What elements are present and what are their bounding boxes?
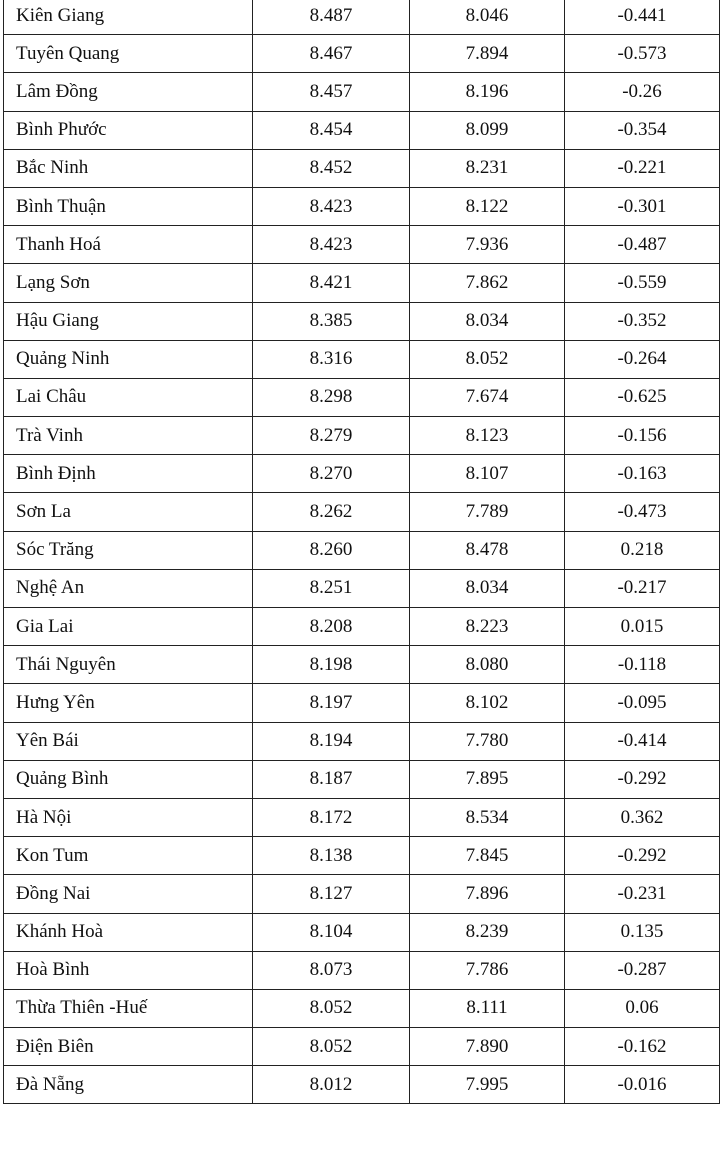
score-2-cell: 7.780	[410, 722, 565, 760]
score-1-cell: 8.457	[253, 73, 410, 111]
table-row	[4, 340, 720, 378]
difference-cell: -0.292	[565, 760, 720, 798]
table-row	[4, 493, 720, 531]
score-2-cell: 7.896	[410, 875, 565, 913]
province-cell: Kon Tum	[4, 837, 253, 875]
table-row	[4, 837, 720, 875]
difference-cell: -0.301	[565, 187, 720, 225]
score-2-cell: 7.674	[410, 378, 565, 416]
score-2-cell: 7.862	[410, 264, 565, 302]
table-row	[4, 722, 720, 760]
difference-cell: -0.163	[565, 455, 720, 493]
table-row	[4, 187, 720, 225]
score-2-cell: 8.107	[410, 455, 565, 493]
province-cell: Hậu Giang	[4, 302, 253, 340]
difference-cell: -0.292	[565, 837, 720, 875]
score-2-cell: 8.196	[410, 73, 565, 111]
difference-cell: 0.015	[565, 608, 720, 646]
difference-cell: -0.095	[565, 684, 720, 722]
province-cell: Thanh Hoá	[4, 226, 253, 264]
province-cell: Hà Nội	[4, 798, 253, 836]
difference-cell: -0.573	[565, 35, 720, 73]
difference-cell: 0.06	[565, 989, 720, 1027]
table-row	[4, 951, 720, 989]
province-cell: Bình Định	[4, 455, 253, 493]
province-cell: Tuyên Quang	[4, 35, 253, 73]
difference-cell: -0.559	[565, 264, 720, 302]
province-cell: Quảng Ninh	[4, 340, 253, 378]
score-2-cell: 7.894	[410, 35, 565, 73]
score-2-cell: 7.895	[410, 760, 565, 798]
table-row	[4, 798, 720, 836]
difference-cell: 0.135	[565, 913, 720, 951]
score-1-cell: 8.260	[253, 531, 410, 569]
difference-cell: -0.221	[565, 149, 720, 187]
province-cell: Bình Phước	[4, 111, 253, 149]
table-row	[4, 646, 720, 684]
table-row	[4, 684, 720, 722]
province-cell: Bắc Ninh	[4, 149, 253, 187]
province-cell: Lạng Sơn	[4, 264, 253, 302]
score-1-cell: 8.452	[253, 149, 410, 187]
score-1-cell: 8.423	[253, 226, 410, 264]
province-cell: Bình Thuận	[4, 187, 253, 225]
province-cell: Đà Nẵng	[4, 1066, 253, 1104]
score-1-cell: 8.421	[253, 264, 410, 302]
province-cell: Thái Nguyên	[4, 646, 253, 684]
table-row	[4, 149, 720, 187]
score-1-cell: 8.423	[253, 187, 410, 225]
score-1-cell: 8.052	[253, 1028, 410, 1066]
table-row	[4, 417, 720, 455]
score-1-cell: 8.467	[253, 35, 410, 73]
score-2-cell: 8.080	[410, 646, 565, 684]
province-cell: Khánh Hoà	[4, 913, 253, 951]
difference-cell: -0.264	[565, 340, 720, 378]
difference-cell: -0.487	[565, 226, 720, 264]
difference-cell: -0.217	[565, 569, 720, 607]
score-1-cell: 8.316	[253, 340, 410, 378]
province-cell: Kiên Giang	[4, 0, 253, 35]
score-1-cell: 8.454	[253, 111, 410, 149]
score-1-cell: 8.073	[253, 951, 410, 989]
difference-cell: -0.354	[565, 111, 720, 149]
province-cell: Lâm Đồng	[4, 73, 253, 111]
table-row	[4, 989, 720, 1027]
score-2-cell: 7.789	[410, 493, 565, 531]
score-2-cell: 8.478	[410, 531, 565, 569]
score-2-cell: 8.052	[410, 340, 565, 378]
score-2-cell: 8.223	[410, 608, 565, 646]
province-cell: Yên Bái	[4, 722, 253, 760]
province-cell: Quảng Bình	[4, 760, 253, 798]
province-cell: Lai Châu	[4, 378, 253, 416]
score-1-cell: 8.104	[253, 913, 410, 951]
difference-cell: -0.473	[565, 493, 720, 531]
table-row	[4, 760, 720, 798]
difference-cell: -0.625	[565, 378, 720, 416]
difference-cell: -0.287	[565, 951, 720, 989]
table-row	[4, 913, 720, 951]
table-row	[4, 608, 720, 646]
score-1-cell: 8.208	[253, 608, 410, 646]
table-row	[4, 73, 720, 111]
score-2-cell: 7.786	[410, 951, 565, 989]
score-2-cell: 8.122	[410, 187, 565, 225]
score-1-cell: 8.127	[253, 875, 410, 913]
difference-cell: -0.414	[565, 722, 720, 760]
score-1-cell: 8.270	[253, 455, 410, 493]
province-cell: Sóc Trăng	[4, 531, 253, 569]
difference-cell: -0.231	[565, 875, 720, 913]
score-2-cell: 8.102	[410, 684, 565, 722]
score-1-cell: 8.198	[253, 646, 410, 684]
table-row	[4, 35, 720, 73]
province-cell: Thừa Thiên -Huế	[4, 989, 253, 1027]
province-cell: Gia Lai	[4, 608, 253, 646]
difference-cell: -0.162	[565, 1028, 720, 1066]
difference-cell: -0.441	[565, 0, 720, 35]
table-body	[4, 0, 720, 1104]
score-1-cell: 8.172	[253, 798, 410, 836]
score-1-cell: 8.138	[253, 837, 410, 875]
score-2-cell: 8.123	[410, 417, 565, 455]
score-1-cell: 8.298	[253, 378, 410, 416]
difference-cell: -0.118	[565, 646, 720, 684]
table-row	[4, 455, 720, 493]
score-1-cell: 8.385	[253, 302, 410, 340]
difference-cell: 0.362	[565, 798, 720, 836]
table-row	[4, 531, 720, 569]
score-2-cell: 7.845	[410, 837, 565, 875]
score-2-cell: 8.034	[410, 569, 565, 607]
score-2-cell: 7.995	[410, 1066, 565, 1104]
score-1-cell: 8.187	[253, 760, 410, 798]
score-2-cell: 8.099	[410, 111, 565, 149]
score-1-cell: 8.197	[253, 684, 410, 722]
score-2-cell: 8.239	[410, 913, 565, 951]
table-row	[4, 875, 720, 913]
difference-cell: -0.016	[565, 1066, 720, 1104]
province-cell: Sơn La	[4, 493, 253, 531]
score-1-cell: 8.012	[253, 1066, 410, 1104]
score-2-cell: 8.034	[410, 302, 565, 340]
table-row	[4, 1066, 720, 1104]
table-row	[4, 569, 720, 607]
score-1-cell: 8.487	[253, 0, 410, 35]
difference-cell: -0.156	[565, 417, 720, 455]
table-row	[4, 378, 720, 416]
province-cell: Hoà Bình	[4, 951, 253, 989]
difference-cell: -0.352	[565, 302, 720, 340]
score-2-cell: 8.231	[410, 149, 565, 187]
province-cell: Trà Vinh	[4, 417, 253, 455]
data-table-container	[3, 0, 719, 1104]
province-cell: Nghệ An	[4, 569, 253, 607]
province-score-table	[3, 0, 720, 1104]
province-cell: Đồng Nai	[4, 875, 253, 913]
score-2-cell: 8.111	[410, 989, 565, 1027]
difference-cell: 0.218	[565, 531, 720, 569]
score-2-cell: 7.936	[410, 226, 565, 264]
province-cell: Hưng Yên	[4, 684, 253, 722]
table-row	[4, 226, 720, 264]
score-1-cell: 8.262	[253, 493, 410, 531]
score-2-cell: 8.046	[410, 0, 565, 35]
table-row	[4, 0, 720, 35]
table-row	[4, 1028, 720, 1066]
table-row	[4, 264, 720, 302]
score-1-cell: 8.052	[253, 989, 410, 1027]
score-2-cell: 8.534	[410, 798, 565, 836]
score-2-cell: 7.890	[410, 1028, 565, 1066]
score-1-cell: 8.194	[253, 722, 410, 760]
table-row	[4, 111, 720, 149]
score-1-cell: 8.251	[253, 569, 410, 607]
difference-cell: -0.26	[565, 73, 720, 111]
province-cell: Điện Biên	[4, 1028, 253, 1066]
score-1-cell: 8.279	[253, 417, 410, 455]
table-row	[4, 302, 720, 340]
